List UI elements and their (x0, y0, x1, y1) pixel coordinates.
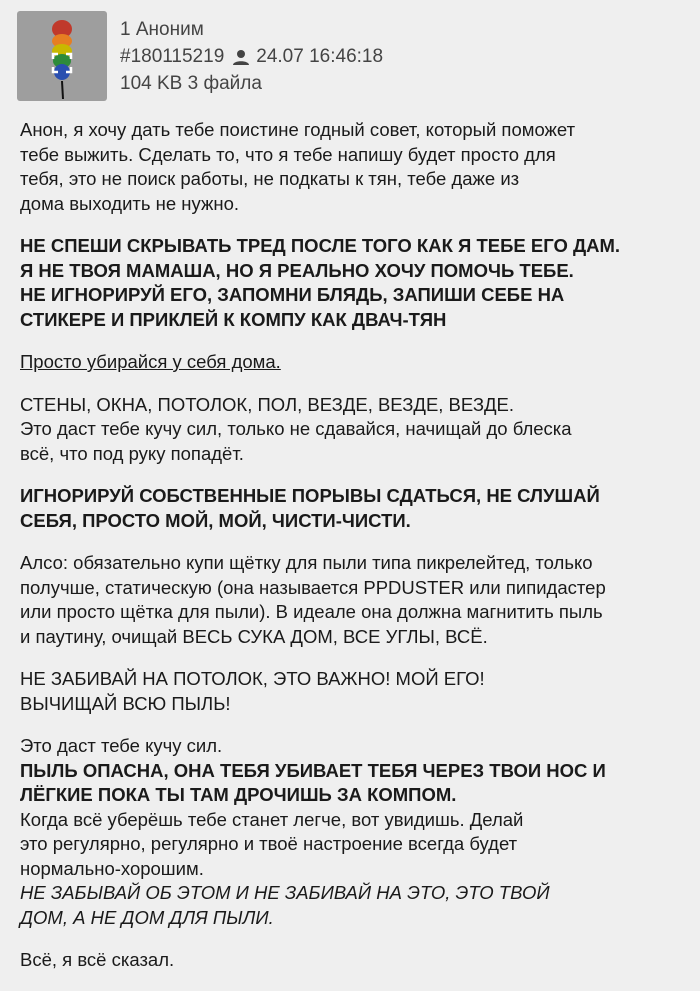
post-paragraph (20, 118, 695, 216)
post-line: ПЫЛЬ ОПАСНА, ОНА ТЕБЯ УБИВАЕТ ТЕБЯ ЧЕРЕЗ ТВОИ НОС И (20, 759, 606, 781)
post-paragraph (20, 551, 695, 649)
post-number: 1 (120, 19, 131, 40)
post-paragraph (20, 234, 695, 332)
post-line: НЕ СПЕШИ СКРЫВАТЬ ТРЕД ПОСЛЕ ТОГО КАК Я ТЕБЕ ЕГО ДАМ. (20, 235, 621, 256)
post-line: и паутину, очищай ВЕСЬ СУКА ДОМ, ВСЕ УГЛЫ, ВСЁ. (20, 625, 488, 647)
post-line: или просто щётка для пыли). В идеале она должна магнитить пыль (20, 601, 603, 622)
post-line: нормально-хорошим. (20, 857, 204, 879)
post-paragraph (20, 393, 695, 467)
post-datetime: 24.07 16:46:18 (256, 46, 384, 67)
files-info: 104 KB 3 файла (120, 73, 262, 94)
post-line: ЛЁГКИЕ ПОКА ТЫ ТАМ ДРОЧИШЬ ЗА КОМПОМ. (20, 784, 457, 805)
user-icon (232, 49, 250, 65)
feather-duster-image (17, 11, 107, 101)
post-line: ВЫЧИЩАЙ ВСЮ ПЫЛЬ! (20, 692, 231, 714)
post-line: это регулярно, регулярно и твоё настроение всегда будет (20, 833, 518, 854)
attachment-thumbnail[interactable] (17, 11, 107, 101)
post-line: всё, что под руку попадёт. (20, 442, 244, 464)
post-line: Когда всё уберёшь тебе станет легче, вот увидишь. Делай (20, 808, 524, 830)
post-line: Просто убирайся у себя дома. (20, 351, 281, 372)
post-line: ДОМ, А НЕ ДОМ ДЛЯ ПЫЛИ. (20, 906, 274, 928)
post-body (20, 118, 695, 991)
post-line: НЕ ЗАБИВАЙ НА ПОТОЛОК, ЭТО ВАЖНО! МОЙ ЕГО! (20, 668, 485, 689)
post-line: НЕ ЗАБЫВАЙ ОБ ЭТОМ И НЕ ЗАБИВАЙ НА ЭТО, ЭТО ТВОЙ (20, 882, 550, 903)
post-line: Я НЕ ТВОЯ МАМАША, НО Я РЕАЛЬНО ХОЧУ ПОМОЧЬ ТЕБЕ. (20, 259, 574, 281)
post-paragraph (20, 667, 695, 716)
post-id[interactable]: #180115219 (120, 46, 225, 67)
post-paragraph (20, 734, 695, 930)
post-paragraph (20, 948, 695, 973)
post-line: СЕБЯ, ПРОСТО МОЙ, МОЙ, ЧИСТИ-ЧИСТИ. (20, 509, 411, 531)
author-name: Аноним (135, 19, 204, 40)
post-line: СТЕНЫ, ОКНА, ПОТОЛОК, ПОЛ, ВЕЗДЕ, ВЕЗДЕ, ВЕЗДЕ. (20, 393, 515, 415)
post-line: ИГНОРИРУЙ СОБСТВЕННЫЕ ПОРЫВЫ СДАТЬСЯ, НЕ СЛУШАЙ (20, 485, 600, 506)
post-line: получше, статическую (она называется PPDUSTER или пипидастер (20, 576, 606, 598)
post-line: Это даст тебе кучу сил, только не сдавайся, начищай до блеска (20, 418, 572, 439)
post-line: Всё, я всё сказал. (20, 949, 175, 970)
post-line: тебя, это не поиск работы, не подкаты к тян, тебе даже из (20, 168, 520, 189)
post-line: Это даст тебе кучу сил. (20, 735, 223, 756)
post-paragraph (20, 484, 695, 533)
post-header (120, 16, 383, 97)
post-line: дома выходить не нужно. (20, 192, 240, 214)
post-line: тебе выжить. Сделать то, что я тебе напишу будет просто для (20, 143, 556, 165)
post-line: НЕ ИГНОРИРУЙ ЕГО, ЗАПОМНИ БЛЯДЬ, ЗАПИШИ СЕБЕ НА (20, 284, 565, 305)
post-paragraph (20, 350, 695, 375)
post-line: Алсо: обязательно купи щётку для пыли типа пикрелейтед, только (20, 552, 593, 573)
post-line: СТИКЕРЕ И ПРИКЛЕЙ К КОМПУ КАК ДВАЧ-ТЯН (20, 308, 447, 330)
post-line: Анон, я хочу дать тебе поистине годный совет, который поможет (20, 119, 576, 140)
